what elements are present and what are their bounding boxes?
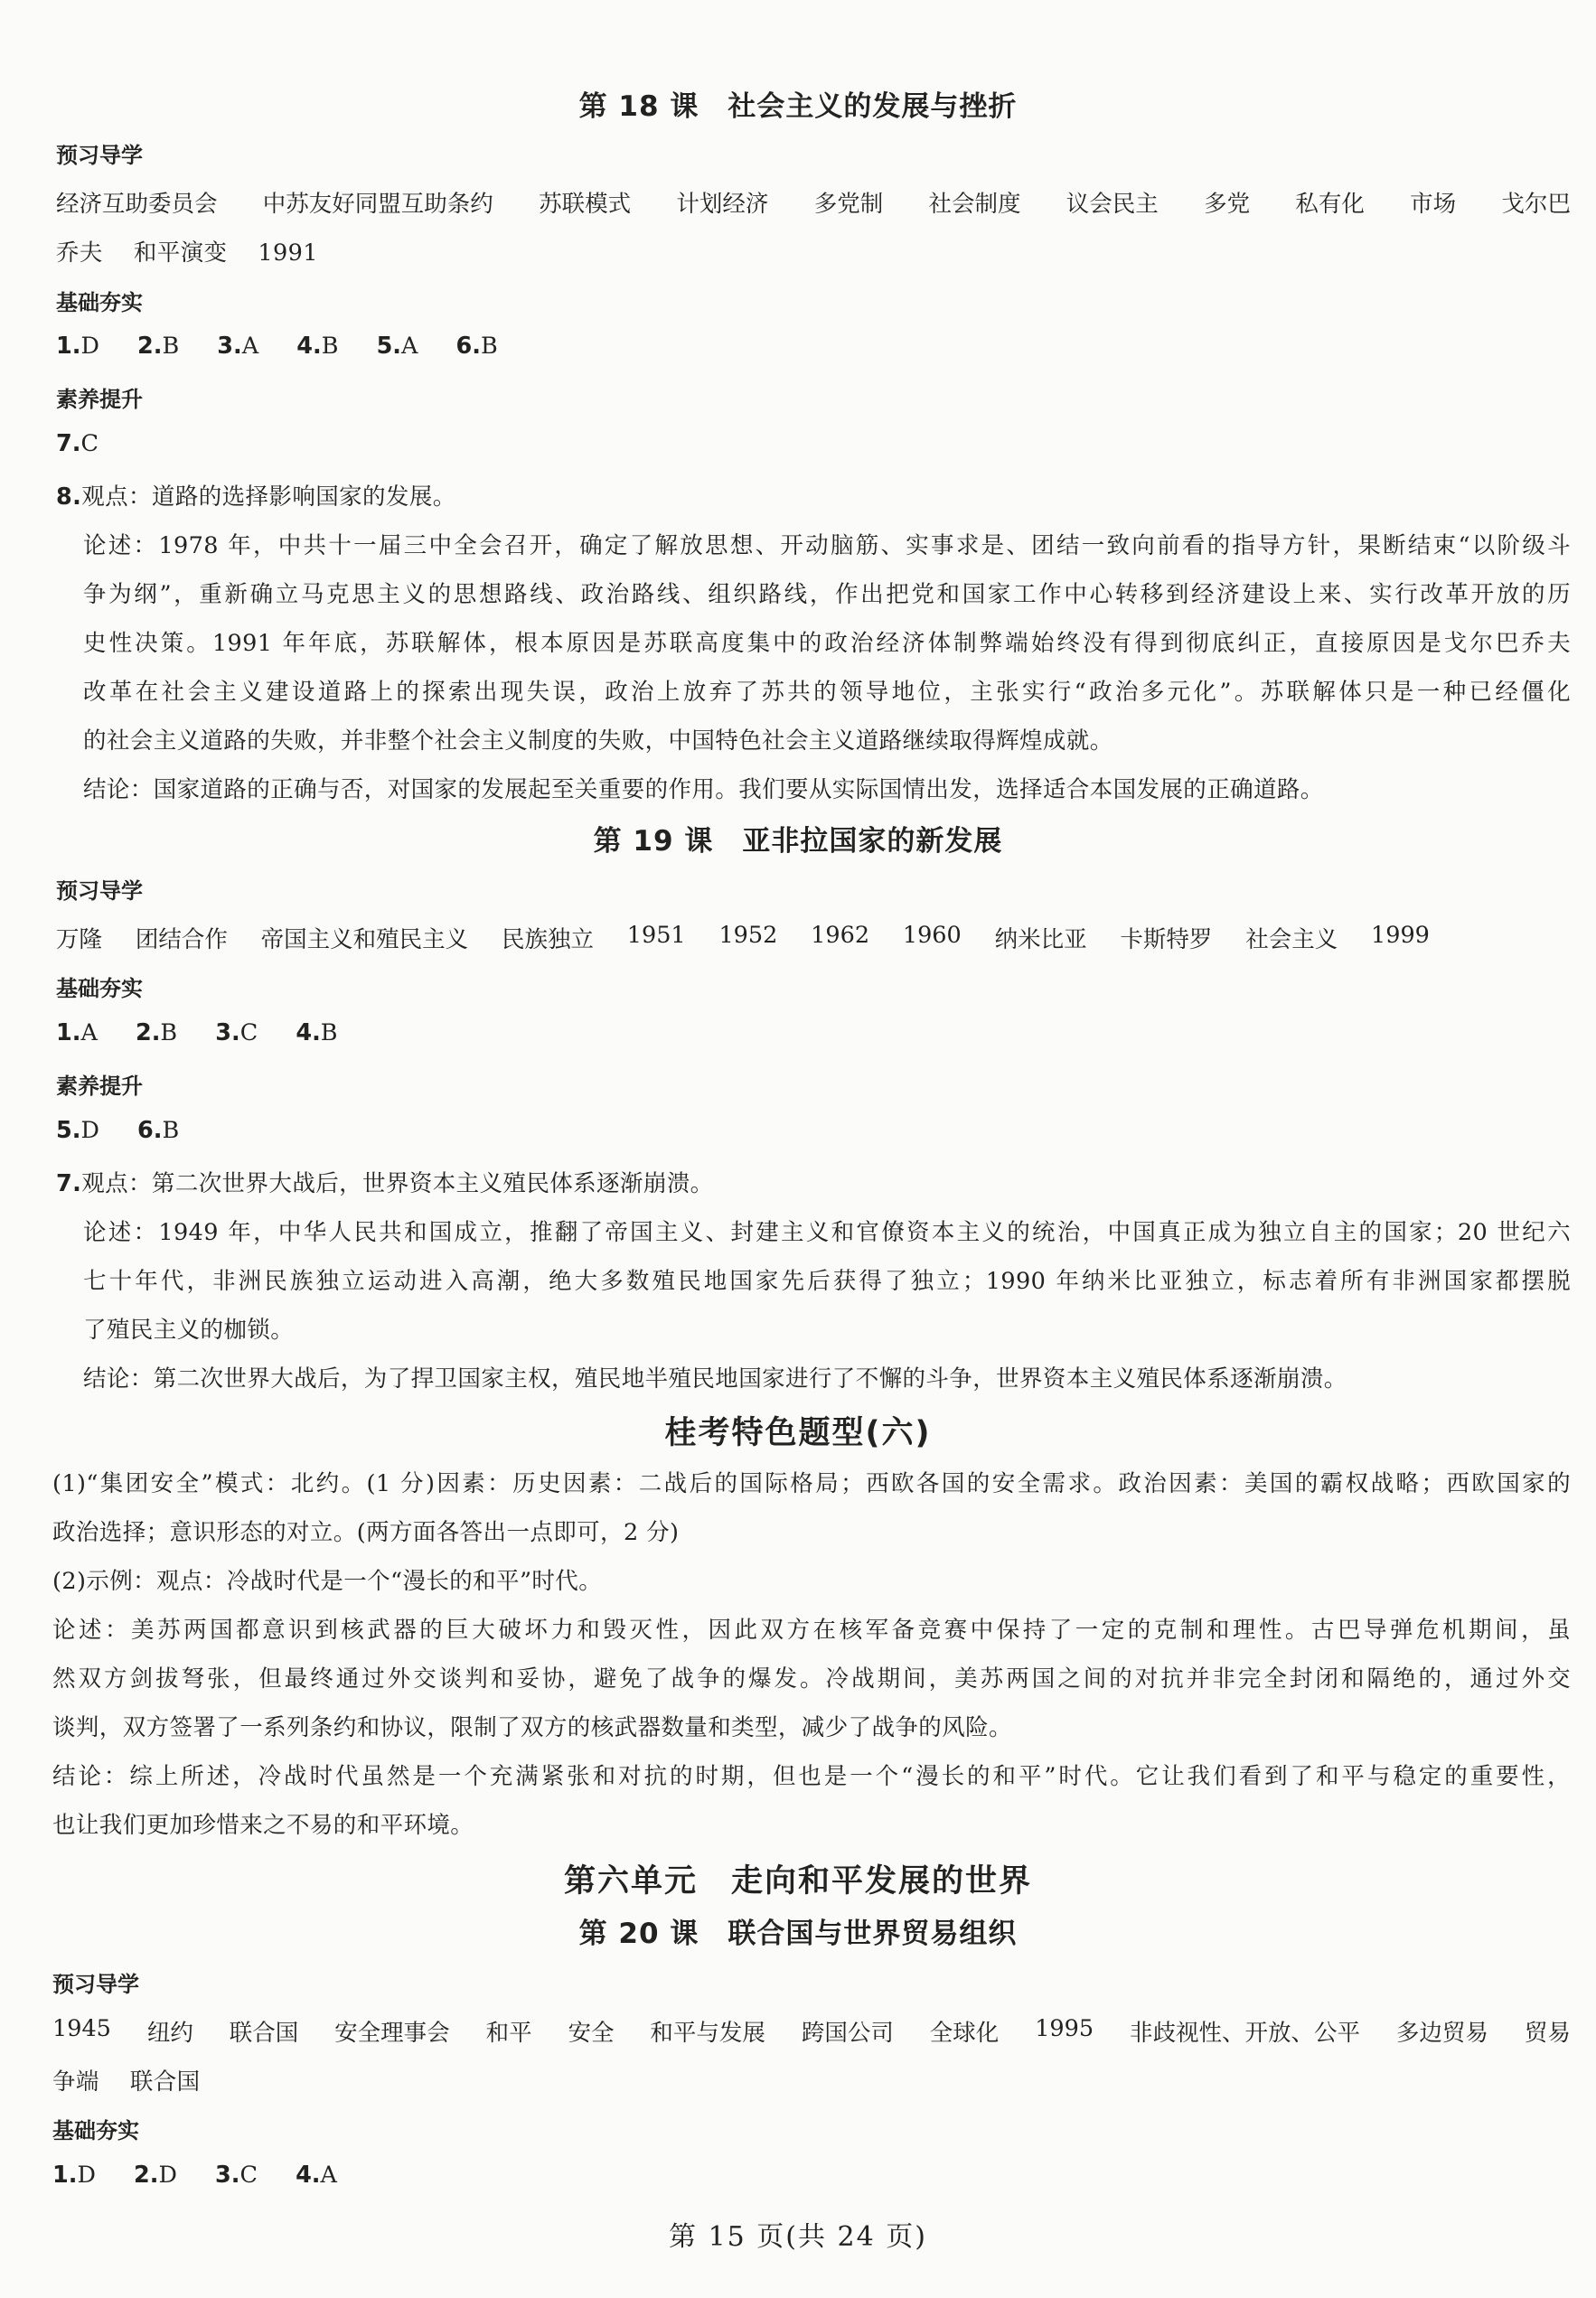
keyword: 乔夫	[56, 239, 103, 267]
lesson-18-q8-argument-line: 史性决策。1991 年年底，苏联解体，根本原因是苏联高度集中的政治经济体制弊端始终没有得到彻底纠正，直接原因是戈尔巴乔夫	[83, 630, 1571, 657]
answer-item: 7.C	[56, 430, 99, 457]
lesson-19-title: 第 19 课 亚非拉国家的新发展	[593, 825, 1003, 858]
special-answer-line: (1)“集团安全”模式：北约。(1 分)因素：历史因素：二战后的国际格局；西欧各国的安全需求。政治因素：美国的霸权战略；西欧国家的	[52, 1470, 1571, 1497]
keyword: 市场	[1410, 191, 1457, 218]
keyword: 和平	[485, 2020, 532, 2047]
lesson-19-q7-view: 7.观点：第二次世界大战后，世界资本主义殖民体系逐渐崩溃。	[56, 1170, 714, 1197]
keyword: 纳米比亚	[994, 926, 1087, 953]
keyword: 1999	[1371, 922, 1430, 949]
lesson-18-q8-argument-line: 争为纲”，重新确立马克思主义的思想路线、政治路线、组织路线，作出把党和国家工作中心转移到经济建设上来、实行改革开放的历	[83, 581, 1571, 608]
answer-item: 4.A	[296, 2162, 337, 2189]
keyword: 社会制度	[928, 191, 1021, 218]
keyword: 议会民主	[1066, 191, 1159, 218]
keyword: 私有化	[1295, 191, 1365, 218]
answer-item: 1.A	[56, 1019, 98, 1046]
lesson-18-improve-answers	[56, 430, 129, 457]
answer-item: 4.B	[296, 1019, 338, 1046]
special-answer-line: 政治选择；意识形态的对立。(两方面各答出一点即可，2 分)	[52, 1519, 680, 1546]
keyword: 中苏友好同盟互助条约	[262, 191, 493, 218]
special-answer-line: 然双方剑拔弩张，但最终通过外交谈判和妥协，避免了战争的爆发。冷战期间，美苏两国之间的对抗并非完全封闭和隔绝的，通过外交	[52, 1665, 1571, 1693]
keyword: 纽约	[146, 2020, 193, 2047]
lesson-19-improve-answers	[56, 1117, 210, 1144]
answer-item: 2.B	[137, 333, 180, 360]
keyword: 经济互助委员会	[56, 191, 218, 218]
keyword: 1995	[1035, 2015, 1094, 2042]
keyword: 多边贸易	[1395, 2020, 1488, 2047]
answer-item: 4.B	[296, 333, 339, 360]
answer-item: 3.C	[215, 1019, 258, 1046]
special-answer-line: 论述：美苏两国都意识到核武器的巨大破坏力和毁灭性，因此双方在核军备竞赛中保持了一定的克制和理性。古巴导弹危机期间，虽	[52, 1617, 1571, 1644]
keyword: 1952	[718, 922, 778, 949]
answer-item: 1.D	[52, 2162, 96, 2189]
answer-item: 6.B	[455, 333, 498, 360]
keyword: 全球化	[929, 2020, 1000, 2047]
keyword: 联合国	[129, 2068, 201, 2096]
keyword: 计划经济	[676, 191, 769, 218]
keyword: 万隆	[56, 926, 103, 953]
keyword: 多党	[1204, 191, 1251, 218]
keyword: 民族独立	[501, 926, 594, 953]
keyword: 贸易	[1524, 2020, 1571, 2047]
lesson-18-preview-line2	[56, 235, 318, 267]
keyword: 争端	[52, 2068, 99, 2096]
lesson-19-preview-line1	[56, 922, 1430, 954]
keyword: 戈尔巴	[1501, 191, 1571, 218]
keyword: 团结合作	[135, 926, 228, 953]
lesson-19-q7-conclusion: 结论：第二次世界大战后，为了捍卫国家主权，殖民地半殖民地国家进行了不懈的斗争，世界资本主义殖民体系逐渐崩溃。	[83, 1365, 1347, 1393]
lesson-18-q8-argument-line: 论述：1978 年，中共十一届三中全会召开，确定了解放思想、开动脑筋、实事求是、团结一致向前看的指导方针，果断结束“以阶级斗	[83, 532, 1571, 559]
special-answer-line: 也让我们更加珍惜来之不易的和平环境。	[52, 1812, 474, 1839]
lesson-18-preview-line1	[56, 186, 1571, 219]
special-answer-line: (2)示例：观点：冷战时代是一个“漫长的和平”时代。	[52, 1568, 603, 1595]
lesson-19-basic-answers	[56, 1019, 369, 1046]
answer-item: 6.B	[137, 1117, 180, 1144]
answer-item: 2.B	[135, 1019, 178, 1046]
special-answer-line: 结论：综上所述，冷战时代虽然是一个充满紧张和对抗的时期，但也是一个“漫长的和平”时代。它让我们看到了和平与稳定的重要性，	[52, 1763, 1571, 1790]
keyword: 1951	[626, 922, 686, 949]
keyword: 社会主义	[1245, 926, 1338, 953]
lesson-19-basic-heading: 基础夯实	[56, 976, 143, 1001]
lesson-19-improve-heading: 素养提升	[56, 1074, 143, 1099]
answer-item: 3.C	[215, 2162, 258, 2189]
special-answer-line: 谈判，双方签署了一系列条约和协议，限制了双方的核武器数量和类型，减少了战争的风险。	[52, 1714, 1012, 1741]
keyword: 和平与发展	[650, 2020, 765, 2047]
keyword: 1945	[52, 2015, 111, 2042]
lesson-20-preview-heading: 预习导学	[52, 1972, 139, 1997]
lesson-19-preview-heading: 预习导学	[56, 878, 143, 904]
lesson-18-basic-answers	[56, 333, 529, 360]
lesson-18-q8-argument-line: 的社会主义道路的失败，并非整个社会主义制度的失败，中国特色社会主义道路继续取得辉煌成就。	[83, 727, 1113, 755]
keyword: 和平演变	[133, 239, 228, 267]
answer-item: 5.D	[56, 1117, 99, 1144]
keyword: 帝国主义和殖民主义	[260, 926, 469, 953]
lesson-19-q7-argument-line: 七十年代，非洲民族独立运动进入高潮，绝大多数殖民地国家先后获得了独立；1990 年纳米比亚独立，标志着所有非洲国家都摆脱	[83, 1268, 1571, 1295]
lesson-20-preview-line2	[52, 2064, 201, 2096]
lesson-18-improve-heading: 素养提升	[56, 387, 143, 412]
keyword: 卡斯特罗	[1120, 926, 1213, 953]
lesson-18-title: 第 18 课 社会主义的发展与挫折	[578, 90, 1018, 123]
keyword: 安全理事会	[334, 2020, 450, 2047]
keyword: 跨国公司	[801, 2020, 894, 2047]
keyword: 非歧视性、开放、公平	[1130, 2020, 1361, 2047]
keyword: 联合国	[229, 2020, 299, 2047]
answer-item: 5.A	[376, 333, 418, 360]
keyword: 安全	[568, 2020, 615, 2047]
lesson-19-q7-argument-line: 了殖民主义的枷锁。	[83, 1317, 295, 1344]
unit-6-title: 第六单元 走向和平发展的世界	[563, 1863, 1032, 1899]
answer-item: 1.D	[56, 333, 99, 360]
lesson-18-q8-view: 8.观点：道路的选择影响国家的发展。	[56, 483, 456, 511]
answer-item: 2.D	[134, 2162, 177, 2189]
page-number-footer: 第 15 页(共 24 页)	[669, 2221, 927, 2253]
keyword: 1991	[258, 239, 318, 267]
lesson-20-preview-line1	[52, 2015, 1571, 2048]
keyword: 苏联模式	[539, 191, 632, 218]
lesson-18-q8-argument-line: 改革在社会主义建设道路上的探索出现失误，政治上放弃了苏共的领导地位，主张实行“政治多元化”。苏联解体只是一种已经僵化	[83, 679, 1571, 706]
keyword: 1962	[811, 922, 870, 949]
keyword: 1960	[902, 922, 962, 949]
answer-item: 3.A	[217, 333, 259, 360]
lesson-20-title: 第 20 课 联合国与世界贸易组织	[578, 1918, 1018, 1950]
keyword: 多党制	[813, 191, 884, 218]
lesson-18-basic-heading: 基础夯实	[56, 290, 143, 315]
lesson-20-basic-answers	[52, 2162, 368, 2189]
lesson-18-preview-heading: 预习导学	[56, 143, 143, 168]
lesson-18-q8-conclusion: 结论：国家道路的正确与否，对国家的发展起至关重要的作用。我们要从实际国情出发，选择适合本国发展的正确道路。	[83, 776, 1324, 803]
special-section-title: 桂考特色题型(六)	[664, 1415, 932, 1451]
lesson-20-basic-heading: 基础夯实	[52, 2118, 139, 2143]
lesson-19-q7-argument-line: 论述：1949 年，中华人民共和国成立，推翻了帝国主义、封建主义和官僚资本主义的统治，中国真正成为独立自主的国家；20 世纪六	[83, 1219, 1571, 1246]
